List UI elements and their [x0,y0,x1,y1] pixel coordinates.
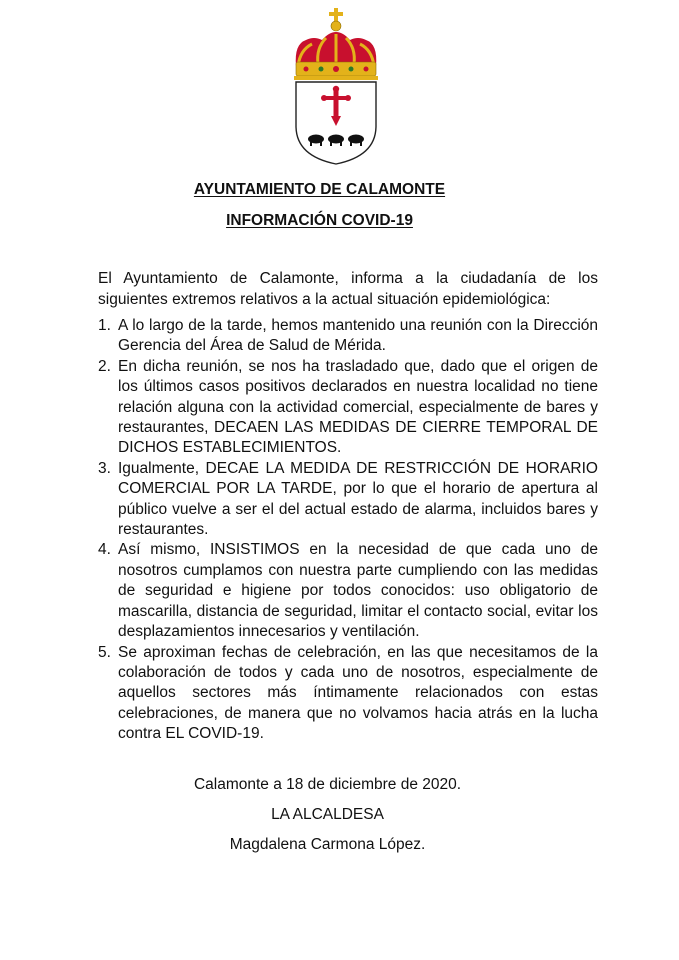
list-item [98,540,598,642]
place-and-date: Calamonte a 18 de diciembre de 2020. [193,776,462,793]
crown-icon [294,32,378,80]
signatory-role: LA ALCALDESA [271,806,384,823]
crown-top-cross-icon [329,8,343,31]
document-title: AYUNTAMIENTO DE CALAMONTE [193,181,446,198]
list-item-text: Se aproximan fechas de celebración, en las que necesitamos de la colaboración de todos y cada uno de nosotros, especialmente de aquellos sectores más íntimamente relacionados con estas celebraciones, de manera que no volvamos hacia atrás en la lucha contra EL COVID-19. [118,643,598,743]
list-item [98,357,598,459]
list-item-number: 1. [98,317,111,334]
list-item-number: 5. [98,643,111,661]
list-item [98,316,598,357]
list-item-text: Así mismo, INSISTIMOS en la necesidad de que cada uno de nosotros cumplamos con nuestra parte cumpliendo con las medidas de seguridad e higiene por todos conocidos: uso obligatorio de mascarilla, distancia de seguridad, limitar el contacto social, evitar los desplazamientos innecesarios y ventilación. [118,541,598,641]
list-item-text: Igualmente, DECAE LA MEDIDA DE RESTRICCIÓN DE HORARIO COMERCIAL POR LA TARDE, por lo que el horario de apertura al público vuelve a ser el del actual estado de alarma, incluidos bares y restaurantes. [118,459,598,539]
list-item-text: A lo largo de la tarde, hemos mantenido una reunión con la Dirección Gerencia del Área de Salud de Mérida. [118,317,598,355]
announcement-list [98,316,598,745]
intro-paragraph: El Ayuntamiento de Calamonte, informa a la ciudadanía de los siguientes extremos relativos a la actual situación epidemiológica: [98,270,598,308]
signatory-name: Magdalena Carmona López. [229,836,426,853]
list-item [98,459,598,541]
list-item [98,643,598,745]
document-subtitle: INFORMACIÓN COVID-19 [226,212,413,229]
municipal-coat-of-arms [284,6,388,168]
list-item-number: 2. [98,357,111,375]
list-item-number: 4. [98,541,111,559]
list-item-number: 3. [98,459,111,477]
list-item-text: En dicha reunión, se nos ha trasladado que, dado que el origen de los últimos casos positivos declarados en nuestra localidad no tiene relación alguna con la actividad comercial, especialmente de bares y restaurantes, DECAEN LAS MEDIDAS DE CIERRE TEMPORAL DE DICHOS ESTABLECIMIENTOS. [118,357,598,457]
